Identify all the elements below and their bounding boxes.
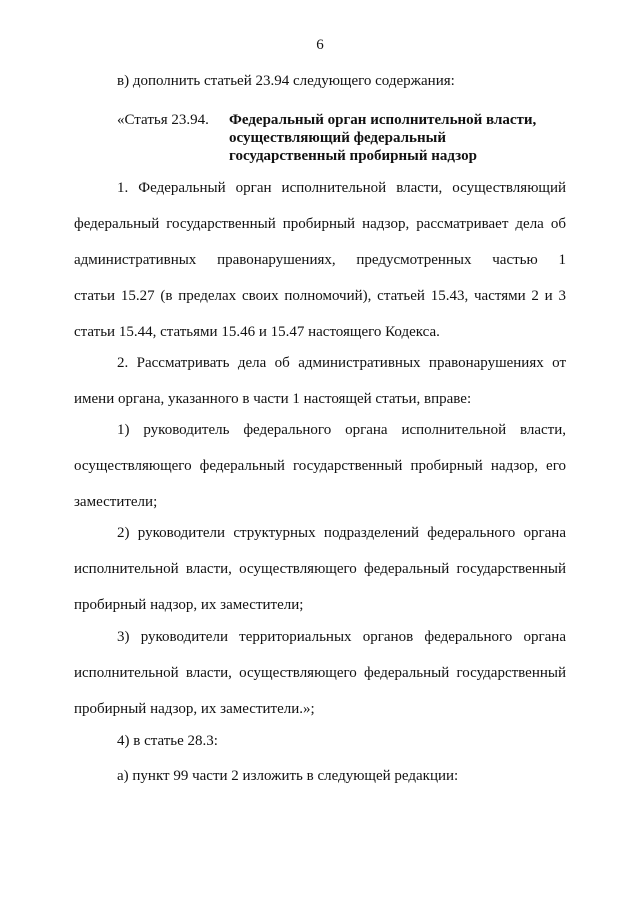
paragraph-line: а) пункт 99 части 2 изложить в следующей редакции: xyxy=(117,768,459,784)
paragraph-line: пробирный надзор, их заместители; xyxy=(74,597,304,613)
paragraph-line: осуществляющего федеральный государственный пробирный надзор, его xyxy=(74,458,566,474)
paragraph-line: статьи 15.27 (в пределах своих полномочий), статьей 15.43, частями 2 и 3 xyxy=(74,288,566,304)
paragraph-line: 2) руководители структурных подразделений федерального органа xyxy=(117,525,566,541)
page-number: 6 xyxy=(316,37,324,53)
paragraph-line: заместители; xyxy=(74,494,158,510)
paragraph-line: федеральный государственный пробирный надзор, рассматривает дела об xyxy=(74,216,566,232)
paragraph-line: административных правонарушениях, предусмотренных частью 1 xyxy=(74,252,566,268)
paragraph-line: 1. Федеральный орган исполнительной власти, осуществляющий xyxy=(117,180,566,196)
paragraph-line: исполнительной власти, осуществляющего федеральный государственный xyxy=(74,561,566,577)
article-title: Федеральный орган исполнительной власти, осуществляющий федеральный государственный пробирный надзор xyxy=(229,112,537,164)
article-label: «Статья 23.94. xyxy=(117,112,209,128)
paragraph-line: пробирный надзор, их заместители.»; xyxy=(74,701,315,717)
paragraph-line: 2. Рассматривать дела об административных правонарушениях от xyxy=(117,355,566,371)
paragraph-line: 3) руководители территориальных органов федерального органа xyxy=(117,629,566,645)
paragraph-line: имени органа, указанного в части 1 настоящей статьи, вправе: xyxy=(74,391,472,407)
paragraph-line: статьи 15.44, статьями 15.46 и 15.47 настоящего Кодекса. xyxy=(74,324,440,340)
paragraph-line: 1) руководитель федерального органа исполнительной власти, xyxy=(117,422,566,438)
paragraph-line: 4) в статье 28.3: xyxy=(117,733,218,749)
paragraph-line: исполнительной власти, осуществляющего федеральный государственный xyxy=(74,665,566,681)
intro-line: в) дополнить статьей 23.94 следующего содержания: xyxy=(117,73,455,89)
